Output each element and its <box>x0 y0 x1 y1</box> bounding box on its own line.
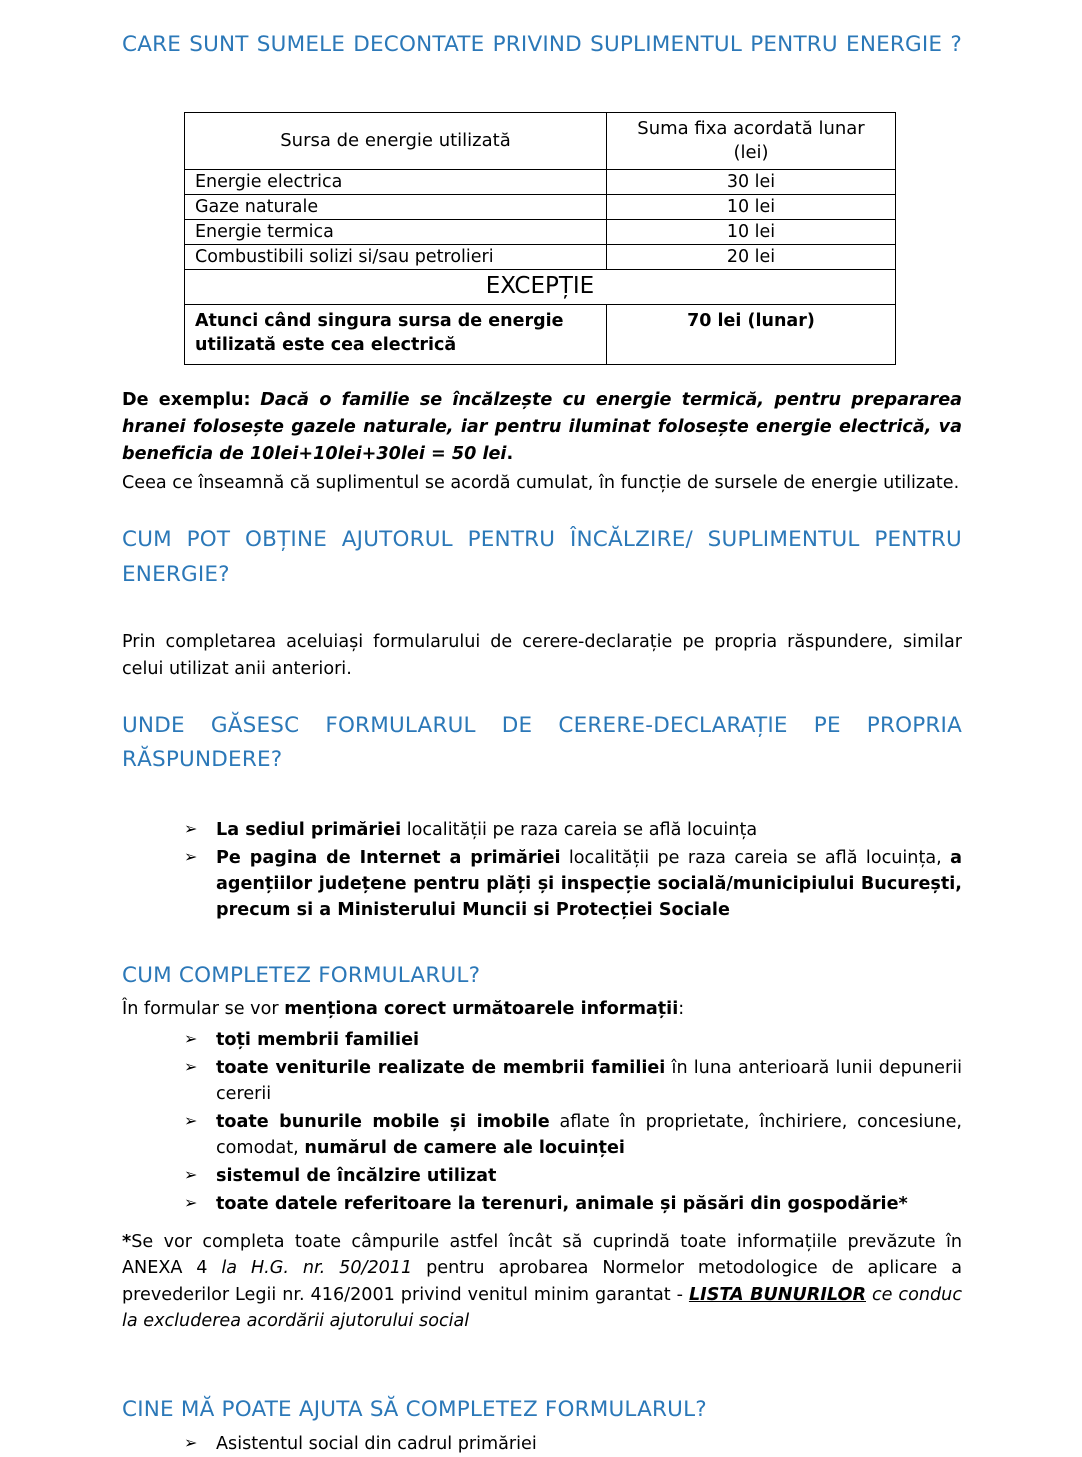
footnote-italic-2: ce conduc la excluderea acordării ajutorului social <box>122 1284 962 1332</box>
arrow-bullet-icon: ➢ <box>184 1433 198 1453</box>
list-item-bold: La sediul primăriei <box>216 820 402 841</box>
list-item-bold: toate veniturile realizate de membrii familiei <box>216 1057 666 1078</box>
spacer <box>122 1335 962 1393</box>
footnote-underline: LISTA BUNURILOR <box>688 1284 866 1305</box>
arrow-bullet-icon: ➢ <box>184 1028 198 1048</box>
list-item-text: aflate în proprietate, închiriere, concesiune, comodat, <box>216 1111 962 1158</box>
spacer <box>122 925 962 959</box>
footnote-star: * <box>122 1232 132 1253</box>
lead-plain: În formular se vor <box>122 999 285 1020</box>
arrow-bullet-icon: ➢ <box>184 1110 198 1130</box>
section-lead-cum-completez <box>122 996 962 1023</box>
arrow-bullet-icon: ➢ <box>184 1164 198 1184</box>
spacer <box>122 683 962 709</box>
row-source-1: Gaze naturale <box>185 195 607 220</box>
table-row <box>185 245 896 270</box>
example-period: . <box>506 444 514 465</box>
lead-bold: menționa corect următoarele informații <box>284 999 679 1020</box>
table-header-amount-line1: Suma fixa acordată lunar <box>637 117 865 139</box>
arrow-bullet-icon: ➢ <box>184 847 198 867</box>
fees-table-wrapper <box>184 112 962 365</box>
list-item <box>180 1109 962 1161</box>
table-exception-row <box>185 305 896 364</box>
table-row <box>185 170 896 195</box>
footnote-text-2: pentru aprobarea Normelor metodologice de aplicare a prevederilor Legii nr. 416/2001 privind venitul minim garantat - <box>122 1258 962 1305</box>
table-header-amount-line2: (lei) <box>733 141 769 163</box>
row-amount-2: 10 lei <box>607 220 896 245</box>
table-header-row <box>185 112 896 170</box>
example-note: Ceea ce înseamnă că suplimentul se acordă cumulat, în funcție de sursele de energie utilizate. <box>122 473 960 494</box>
list-item-bold-2: numărul de camere ale locuinței <box>304 1137 625 1158</box>
table-header-source: Sursa de energie utilizată <box>185 112 607 170</box>
list-item-text: în luna anterioară lunii depunerii cererii <box>216 1057 962 1104</box>
list-item <box>180 1431 962 1457</box>
section-paragraph-cum-pot-obtine: Prin completarea aceluiași formularului de cerere-declarație pe propria răspundere, similar celui utilizat anii anteriori. <box>122 632 962 679</box>
list-item-bold: toate datele referitoare la terenuri, animale și păsări din gospodărie* <box>216 1194 908 1214</box>
table-exception-title-row <box>185 270 896 305</box>
section-heading-cine-ma-poate-ajuta: CINE MĂ POATE AJUTA SĂ COMPLETEZ FORMULARUL? <box>122 1396 707 1422</box>
list-item <box>180 1191 962 1217</box>
list-unde-gasesc <box>122 817 962 923</box>
list-item-bold-2: a agențiilor județene pentru plăți și inspecție socială/municipiului București, precum si a Ministerului Muncii si Protecției Sociale <box>216 848 962 921</box>
list-item <box>180 817 962 843</box>
footnote-text-1: Se vor completa toate câmpurile astfel încât să cuprindă toate informațiile prevăzute în ANEXA 4 <box>122 1232 962 1279</box>
section-heading-sume-decontate: CARE SUNT SUMELE DECONTATE PRIVIND SUPLIMENTUL PENTRU ENERGIE ? <box>122 32 962 57</box>
table-header-amount <box>607 112 896 170</box>
list-item-text: localității pe raza careia se află locuința, <box>560 848 951 869</box>
lead-colon: : <box>678 999 685 1020</box>
list-item <box>180 1055 962 1107</box>
arrow-bullet-icon: ➢ <box>184 1056 198 1076</box>
section-heading-unde-gasesc: UNDE GĂSESC FORMULARUL DE CERERE-DECLARAȚIE PE PROPRIA RĂSPUNDERE? <box>122 712 962 773</box>
row-source-2: Energie termica <box>185 220 607 245</box>
spacer <box>122 497 962 523</box>
example-italic: Dacă o familie se încălzește cu energie termică, pentru prepararea hranei folosește gazele naturale, iar pentru iluminat folosește energie electrică, va beneficia de 10lei+10lei+30lei = 50 lei <box>122 389 962 465</box>
list-item-text: localității pe raza careia se află locuința <box>401 820 758 841</box>
list-item <box>180 1163 962 1189</box>
row-source-3: Combustibili solizi si/sau petrolieri <box>185 245 607 270</box>
list-cum-completez <box>122 1027 962 1217</box>
row-amount-3: 20 lei <box>607 245 896 270</box>
row-source-0: Energie electrica <box>185 170 607 195</box>
exception-title: EXCEPȚIE <box>185 270 896 305</box>
list-item-text: Asistentul social din cadrul primăriei <box>216 1434 537 1455</box>
list-item <box>180 1027 962 1053</box>
row-amount-1: 10 lei <box>607 195 896 220</box>
exception-label: Atunci când singura sursa de energie utilizată este cea electrică <box>185 305 607 364</box>
fees-table <box>184 112 896 365</box>
arrow-bullet-icon: ➢ <box>184 1193 198 1212</box>
list-item-bold: Pe pagina de Internet a primăriei <box>216 848 561 869</box>
section-heading-cum-completez: CUM COMPLETEZ FORMULARUL? <box>122 963 481 989</box>
example-lead: De exemplu: <box>122 389 251 410</box>
list-item-bold: toți membrii familiei <box>216 1029 420 1050</box>
section-heading-cum-pot-obtine: CUM POT OBȚINE AJUTORUL PENTRU ÎNCĂLZIRE/ SUPLIMENTUL PENTRU ENERGIE? <box>122 526 962 587</box>
list-item-bold: toate bunurile mobile și imobile <box>216 1111 550 1132</box>
footnote-paragraph <box>122 1229 962 1335</box>
table-row <box>185 195 896 220</box>
list-item <box>180 845 962 923</box>
footnote-italic-1: la H.G. nr. 50/2011 <box>221 1258 413 1279</box>
table-row <box>185 220 896 245</box>
row-amount-0: 30 lei <box>607 170 896 195</box>
list-cine-ma-poate-ajuta <box>122 1431 962 1457</box>
list-item-bold: sistemul de încălzire utilizat <box>216 1165 497 1186</box>
exception-value: 70 lei (lunar) <box>607 305 896 364</box>
arrow-bullet-icon: ➢ <box>184 819 198 839</box>
example-paragraph <box>122 387 962 469</box>
